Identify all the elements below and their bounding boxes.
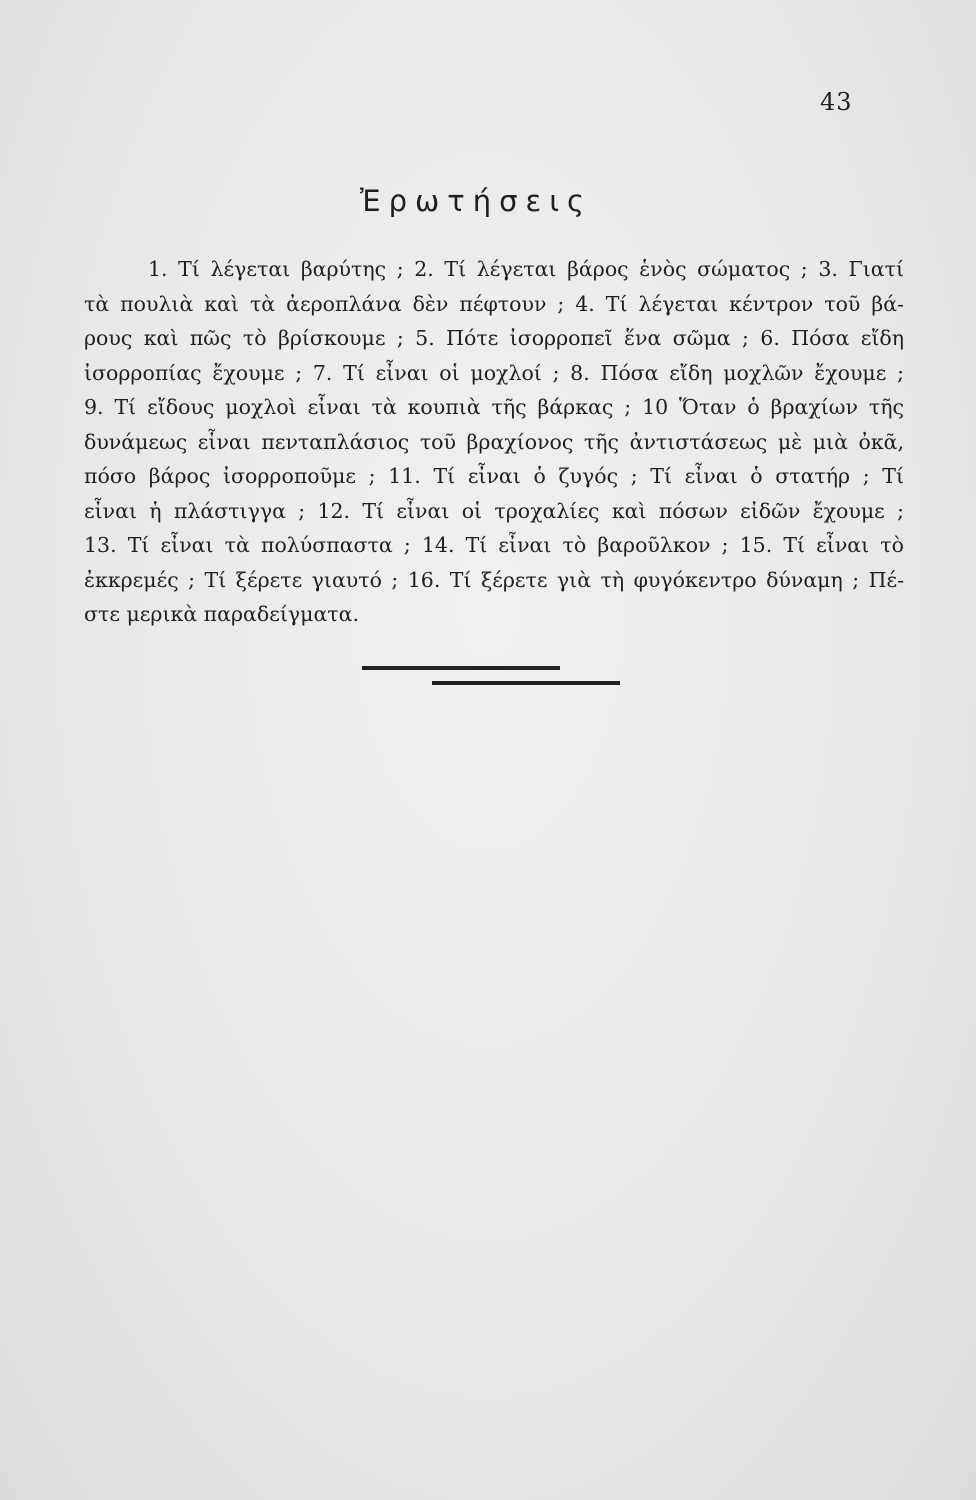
text-line: ἰσορροπίας ἔχουμε ; 7. Τί εἶναι οἱ μοχλοί ; 8. Πόσα εἴδη μοχλῶν ἔχουμε ;	[84, 360, 904, 385]
decorative-rule-bottom	[432, 681, 620, 685]
text-line: δυνάμεως εἶναι πενταπλάσιος τοῦ βραχίονος τῆς ἀντιστάσεως μὲ μιὰ ὀκᾶ,	[84, 429, 904, 454]
text-line: τὰ πουλιὰ καὶ τὰ ἀεροπλάνα δὲν πέφτουν ; 4. Τί λέγεται κέντρον τοῦ βά-	[84, 291, 904, 316]
text-line: ρους καὶ πῶς τὸ βρίσκουμε ; 5. Πότε ἰσορροπεῖ ἕνα σῶμα ; 6. Πόσα εἴδη	[84, 326, 904, 350]
decorative-rule-top	[362, 666, 560, 670]
page-number: 43	[820, 88, 853, 116]
section-title: Ἐρωτήσεις	[360, 184, 593, 218]
text-line: 9. Τί εἴδους μοχλοὶ εἶναι τὰ κουπιὰ τῆς βάρκας ; 10 Ὅταν ὁ βραχίων τῆς	[84, 395, 904, 419]
text-line: ἐκκρεμές ; Τί ξέρετε γιαυτό ; 16. Τί ξέρετε γιὰ τὴ φυγόκεντρο δύναμη ; Πέ-	[84, 567, 904, 592]
questions-paragraph	[84, 252, 904, 632]
text-line: εἶναι ἡ πλάστιγγα ; 12. Τί εἶναι οἱ τροχαλίες καὶ πόσων εἰδῶν ἔχουμε ;	[84, 498, 904, 523]
text-line: 1. Τί λέγεται βαρύτης ; 2. Τί λέγεται βάρος ἑνὸς σώματος ; 3. Γιατί	[148, 257, 904, 281]
text-line: πόσο βάρος ἰσορροποῦμε ; 11. Τί εἶναι ὁ ζυγός ; Τί εἶναι ὁ στατήρ ; Τί	[84, 464, 904, 488]
text-line: 13. Τί εἶναι τὰ πολύσπαστα ; 14. Τί εἶναι τὸ βαροῦλκον ; 15. Τί εἶναι τὸ	[84, 533, 904, 557]
text-line: στε μερικὰ παραδείγματα.	[84, 602, 360, 626]
